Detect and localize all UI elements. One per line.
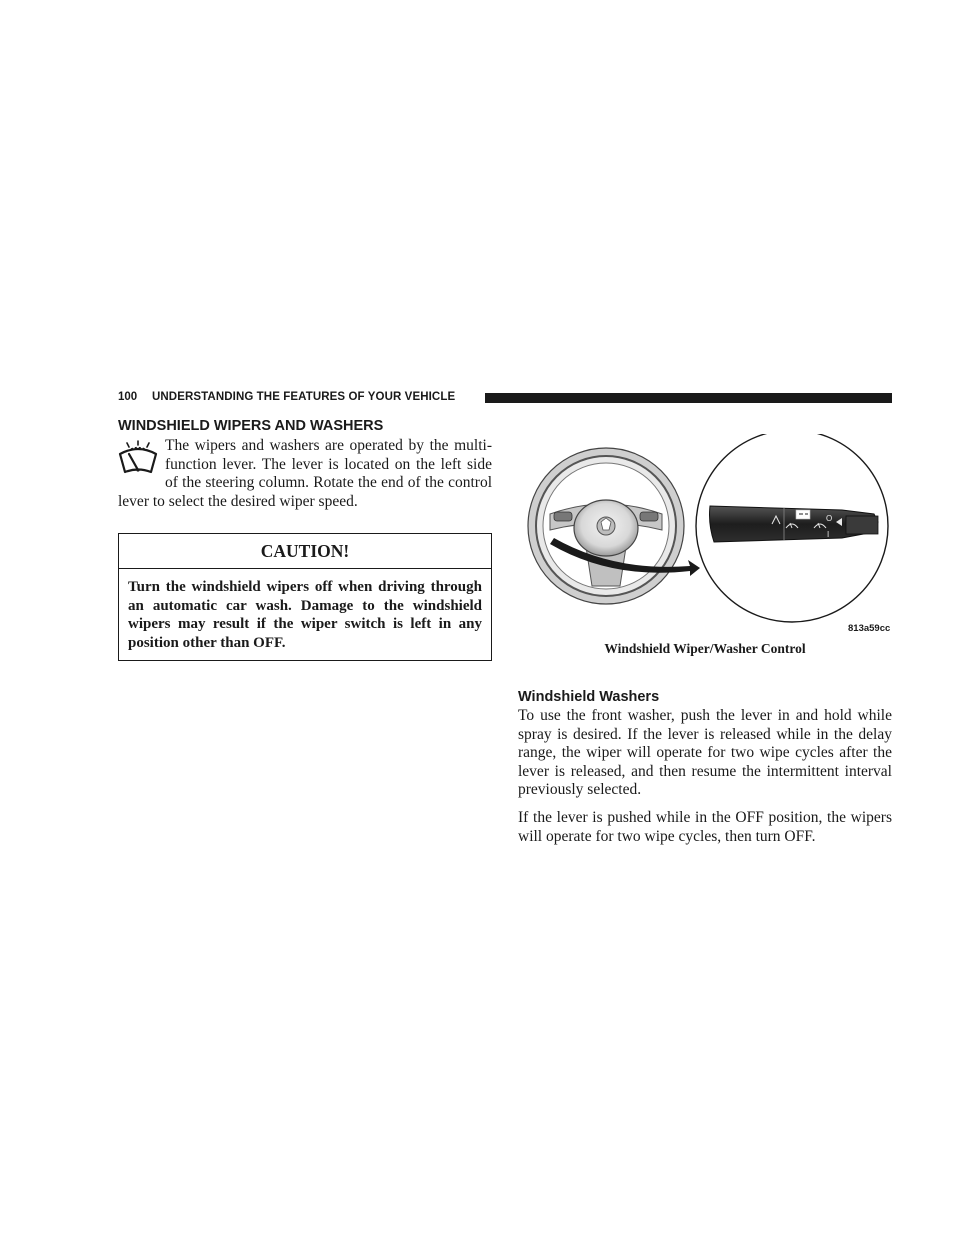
page-number: 100 (118, 391, 138, 403)
intro-text: The wipers and washers are operated by the multi-function lever. The lever is located on the left side of the steering column. Rotate the end of the control lever to select the desired wiper speed. (118, 437, 492, 510)
figure-code: 813a59cc (848, 623, 891, 634)
steering-wheel (528, 448, 684, 604)
running-title: UNDERSTANDING THE FEATURES OF YOUR VEHICLE (152, 391, 456, 403)
wiper-control-illustration (524, 434, 890, 640)
header-rule (485, 393, 892, 403)
running-header (118, 388, 892, 408)
lever-mark-off: O (826, 514, 833, 523)
caution-text: Turn the windshield wipers off when driving through an automatic car wash. Damage to the windshield wipers may result if the wiper switch is left in any position other than OFF. (128, 579, 482, 651)
washers-paragraph-1: To use the front washer, push the lever in and hold while spray is desired. If the lever is released while in the delay range, the wiper will operate for two wipe cycles after the lever is released, and then resume the intermittent interval previously selected. (518, 707, 892, 799)
washers-heading: Windshield Washers (518, 689, 660, 705)
lever-mark-on: I (827, 530, 830, 539)
washers-paragraph-2: If the lever is pushed while in the OFF position, the wipers will operate for two wipe cycles, then turn OFF. (518, 809, 892, 845)
section-title: WINDSHIELD WIPERS AND WASHERS (118, 418, 384, 434)
figure-caption: Windshield Wiper/Washer Control (604, 641, 806, 656)
caution-box (118, 533, 492, 661)
caution-heading: CAUTION! (119, 534, 491, 569)
intro-paragraph (118, 437, 492, 511)
